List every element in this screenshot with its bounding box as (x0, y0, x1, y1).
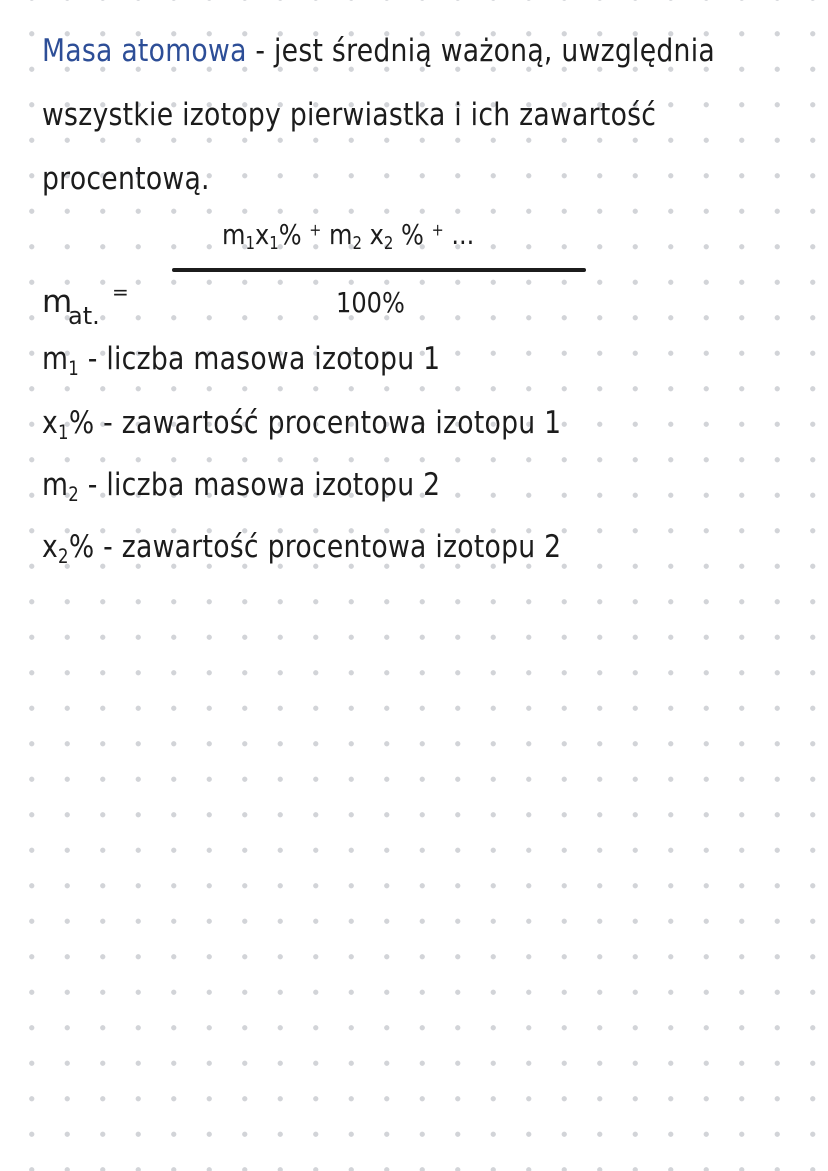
definition-text-1: - jest średnią ważoną, uwzględnia (255, 33, 715, 69)
numerator-ellipsis: ... (451, 218, 475, 251)
numerator-x2-sub: 2 (383, 234, 394, 255)
lhs-subscript: at. (68, 302, 100, 330)
numerator-plus1: + (309, 219, 322, 240)
legend-symbol: m (42, 467, 69, 503)
legend-symbol: x (42, 529, 59, 565)
legend-description: - liczba masowa izotopu 2 (87, 467, 441, 503)
numerator-plus2: + (431, 219, 444, 240)
numerator-m2-sub: 2 (352, 234, 362, 255)
legend-description: - zawartość procentowa izotopu 2 (103, 529, 562, 565)
numerator-x2: x (369, 218, 384, 251)
definition-line-3: procentową. (42, 161, 210, 197)
numerator-pct1: % (278, 218, 302, 251)
formula-numerator (222, 218, 474, 254)
lhs-symbol: m (42, 284, 73, 320)
numerator-x1: x (254, 218, 270, 251)
numerator-x1-sub: 1 (269, 234, 279, 255)
legend-symbol: x (42, 405, 59, 441)
legend-row (42, 405, 562, 444)
legend-description: - liczba masowa izotopu 1 (87, 341, 441, 377)
legend-suffix: % (68, 529, 95, 565)
numerator-m1-sub: 1 (245, 234, 255, 255)
legend-subscript: 1 (68, 356, 80, 380)
fraction-bar (172, 268, 586, 272)
numerator-m2: m (329, 218, 353, 251)
legend-subscript: 1 (58, 420, 69, 444)
legend-suffix: % (68, 405, 95, 441)
definition-line-2: wszystkie izotopy pierwiastka i ich zawartość (42, 97, 657, 133)
legend-symbol: m (42, 341, 69, 377)
numerator-pct2: % (401, 218, 424, 251)
legend-row (42, 529, 562, 568)
definition-line-1 (42, 33, 715, 69)
legend-subscript: 2 (58, 544, 69, 568)
legend-row (42, 467, 441, 506)
legend-subscript: 2 (68, 482, 80, 506)
legend-row (42, 341, 441, 380)
numerator-m1: m (222, 218, 246, 251)
defined-term: Masa atomowa (42, 33, 247, 69)
formula-denominator: 100% (336, 286, 405, 319)
legend-description: - zawartość procentowa izotopu 1 (103, 405, 562, 441)
equals-sign: = (112, 280, 129, 304)
